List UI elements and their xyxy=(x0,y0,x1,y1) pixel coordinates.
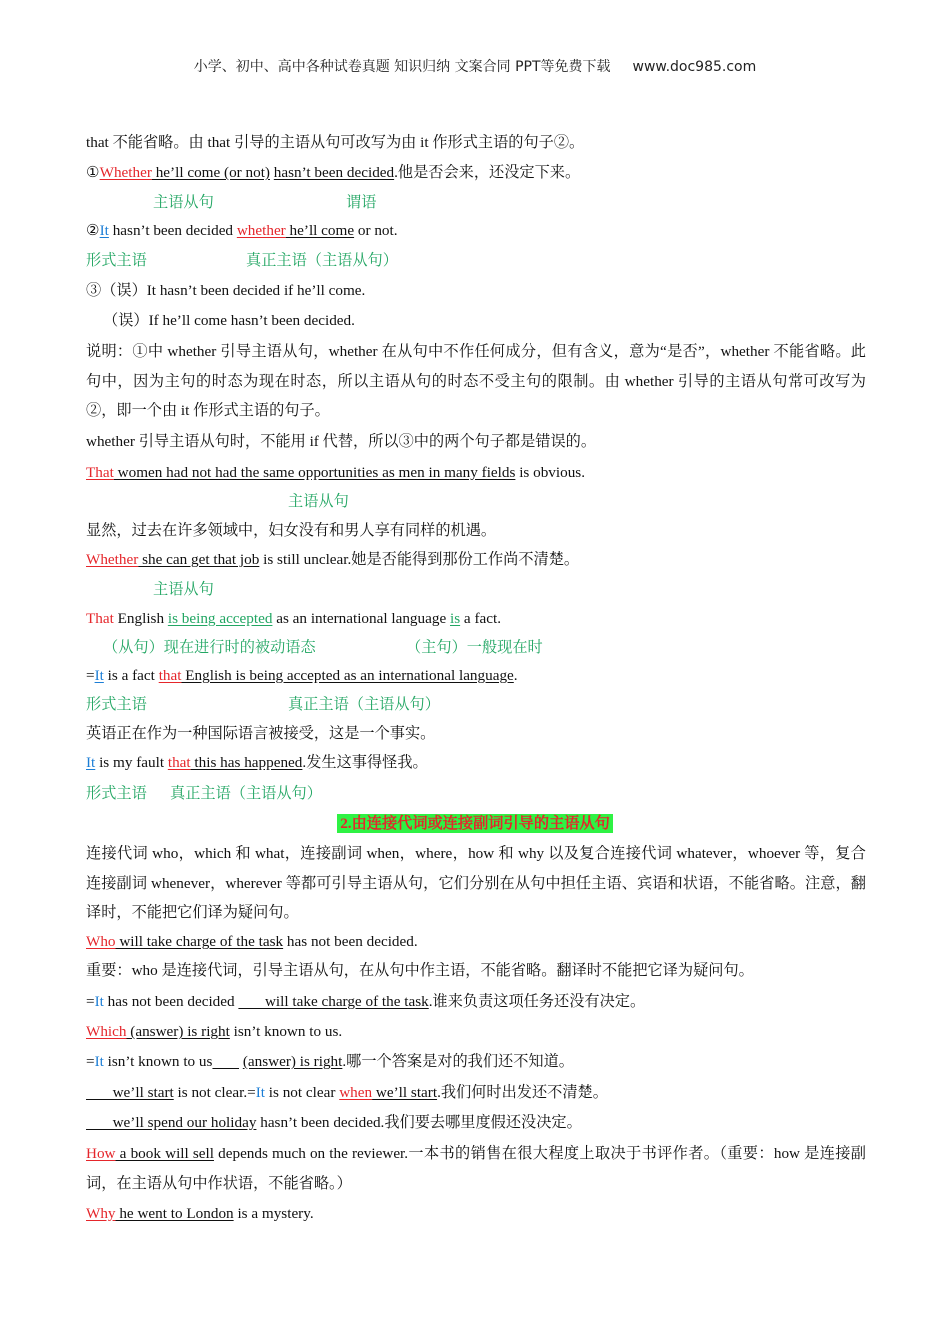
sentence-text: is obvious. xyxy=(515,464,586,481)
wrong-example: ③（误）It hasn’t been decided if he’ll come. xyxy=(86,282,366,299)
example-sentence xyxy=(86,932,418,952)
example-sentence xyxy=(86,1139,866,1198)
explanation-paragraph: 说明：①中 whether 引导主语从句，whether 在从句中不作任何成分，但有含义，意为“是否”，whether 不能省略。此句中，因为主句的时态为现在时态，所以主语从句的时态不受主句的限制。由 whether 引导的主语从句常可改写为②，即一个由 it 作形式主语的句子。 xyxy=(86,343,866,419)
subject-clause: she can get that job xyxy=(138,551,260,568)
example-sentence xyxy=(86,992,645,1012)
subject-clause: (answer) is right xyxy=(242,1053,343,1070)
connective-word: That xyxy=(86,610,114,627)
translation: .哪一个答案是对的我们还不知道。 xyxy=(342,1053,574,1070)
predicate: hasn’t been decided xyxy=(273,164,395,181)
sentence-text: is not clear xyxy=(264,1084,340,1101)
example-sentence xyxy=(86,753,428,773)
sentence-text: . xyxy=(513,667,518,684)
sentence-text: is still unclear.她是否能得到那份工作尚不清楚。 xyxy=(259,551,580,568)
page-header xyxy=(0,56,950,76)
header-text: 小学、初中、高中各种试卷真题 知识归纳 文案合同 PPT等免费下载 xyxy=(193,59,611,75)
subject-clause: English is being accepted as an international language xyxy=(181,667,514,684)
annotation-label: 真正主语（主语从句） xyxy=(170,785,322,802)
subject-clause: he’ll come (or not) xyxy=(151,164,270,181)
sentence-text: English xyxy=(113,610,168,627)
connective-word: Whether xyxy=(86,551,139,568)
sentence-text: = xyxy=(86,667,95,684)
sentence-text: isn’t known to us. xyxy=(229,1023,343,1040)
formal-subject-it: It xyxy=(94,993,104,1010)
translation: .我们何时出发还不清楚。 xyxy=(437,1084,608,1101)
sentence-text: = xyxy=(86,993,95,1010)
example-sentence xyxy=(86,1052,574,1072)
translation-line: 英语正在作为一种国际语言被接受，这是一个事实。 xyxy=(86,725,436,742)
example-sentence xyxy=(86,1204,314,1224)
example-sentence xyxy=(86,1113,582,1133)
annotation-label: 形式主语 xyxy=(86,785,147,802)
sentence-text: hasn’t been decided xyxy=(108,222,237,239)
sentence-text: isn’t known to us xyxy=(103,1053,213,1070)
connective-word: Why xyxy=(86,1205,116,1222)
subject-clause: women had not had the same opportunities as men in many fields xyxy=(113,464,516,481)
connective-word: Which xyxy=(86,1023,127,1040)
translation: .发生这事得怪我。 xyxy=(302,754,428,771)
text-line: whether 引导主语从句时，不能用 if 代替，所以③中的两个句子都是错误的。 xyxy=(86,433,597,450)
annotation-label: 主语从句 xyxy=(153,581,214,598)
circled-number: ② xyxy=(86,222,100,239)
annotation-label: 谓语 xyxy=(346,194,377,211)
annotation-label: 真正主语（主语从句） xyxy=(246,252,398,269)
section-title-text: 2.由连接代词或连接副词引导的主语从句 xyxy=(337,814,613,833)
subject-clause: will take charge of the task xyxy=(115,933,284,950)
clause-verb: is being accepted xyxy=(167,610,273,627)
blank xyxy=(212,1053,239,1070)
formal-subject-it: It xyxy=(94,1053,104,1070)
connective-word: How xyxy=(86,1145,116,1162)
sentence-text: a fact. xyxy=(460,610,502,627)
sentence-text: as an international language xyxy=(272,610,450,627)
translation-line: 显然，过去在许多领域中，妇女没有和男人享有同样的机遇。 xyxy=(86,522,497,539)
sentence-text: = xyxy=(86,1053,95,1070)
connective-word: that xyxy=(167,754,191,771)
text-line: that 不能省略。由 that 引导的主语从句可改写为由 it 作形式主语的句子②。 xyxy=(86,134,585,151)
main-verb: is xyxy=(449,610,461,627)
formal-subject-it: It xyxy=(255,1084,265,1101)
fill-in-blank-clause: will take charge of the task xyxy=(238,993,429,1010)
annotation-label: 形式主语 xyxy=(86,252,147,269)
fill-in-blank-clause: we’ll start xyxy=(86,1084,174,1101)
annotation-label: 真正主语（主语从句） xyxy=(288,696,440,713)
connective-word: whether xyxy=(236,222,286,239)
example-sentence xyxy=(86,609,501,629)
subject-clause: we’ll start xyxy=(372,1084,438,1101)
example-sentence xyxy=(86,463,585,483)
translation: .他是否会来，还没定下来。 xyxy=(394,164,581,181)
sentence-text: depends much on the reviewer.一本书的销售在很大程度上取决于书评作者。（重要：how 是连接副词，在主语从句中作状语，不能省略。） xyxy=(86,1145,866,1192)
example-sentence xyxy=(86,221,398,241)
circled-number: ① xyxy=(86,164,100,181)
formal-subject-it: It xyxy=(99,222,109,239)
subject-clause: he went to London xyxy=(115,1205,234,1222)
connective-word: that xyxy=(158,667,182,684)
sentence-text: is my fault xyxy=(95,754,168,771)
sentence-text: has not been decided. xyxy=(283,933,418,950)
annotation-label: 形式主语 xyxy=(86,696,147,713)
formal-subject-it: It xyxy=(86,754,96,771)
example-sentence xyxy=(86,666,518,686)
connective-word: when xyxy=(339,1084,373,1101)
sentence-text: is a mystery. xyxy=(233,1205,314,1222)
sentence-text: is a fact xyxy=(103,667,159,684)
example-sentence xyxy=(86,1022,342,1042)
sentence-text: has not been decided xyxy=(103,993,239,1010)
note-line: 重要：who 是连接代词，引导主语从句，在从句中作主语，不能省略。翻译时不能把它译为疑问句。 xyxy=(86,962,754,979)
example-sentence xyxy=(86,1083,608,1103)
subject-clause: he’ll come xyxy=(285,222,355,239)
fill-in-blank-clause: we’ll spend our holiday xyxy=(86,1114,257,1131)
explanation-paragraph: 连接代词 who，which 和 what，连接副词 when，where，how 和 why 以及复合连接代词 whatever，whoever 等，复合连接副词 whenever，wherever 等都可引导主语从句，它们分别在从句中担任主语、宾语和状语，不能省略。注意，翻译时，不能把它们译为疑问句。 xyxy=(86,845,866,921)
subject-clause: (answer) is right xyxy=(126,1023,230,1040)
connective-word: That xyxy=(86,464,114,481)
formal-subject-it: It xyxy=(94,667,104,684)
example-sentence xyxy=(86,163,580,183)
wrong-example: （误）If he’ll come hasn’t been decided. xyxy=(103,312,355,329)
header-site-link[interactable]: www.doc985.com xyxy=(632,59,757,75)
annotation-label: （从句）现在进行时的被动语态 xyxy=(103,639,316,656)
connective-word: Who xyxy=(86,933,116,950)
translation: .谁来负责这项任务还没有决定。 xyxy=(428,993,646,1010)
sentence-text: is not clear.= xyxy=(173,1084,256,1101)
connective-word: Whether xyxy=(99,164,152,181)
sentence-text: hasn’t been decided.我们要去哪里度假还没决定。 xyxy=(256,1114,582,1131)
subject-clause: a book will sell xyxy=(115,1145,214,1162)
example-sentence xyxy=(86,550,579,570)
annotation-label: 主语从句 xyxy=(288,493,349,510)
subject-clause: this has happened xyxy=(190,754,303,771)
annotation-label: （主句）一般现在时 xyxy=(406,639,543,656)
section-title xyxy=(0,812,950,833)
annotation-label: 主语从句 xyxy=(153,194,214,211)
sentence-text: or not. xyxy=(354,222,398,239)
